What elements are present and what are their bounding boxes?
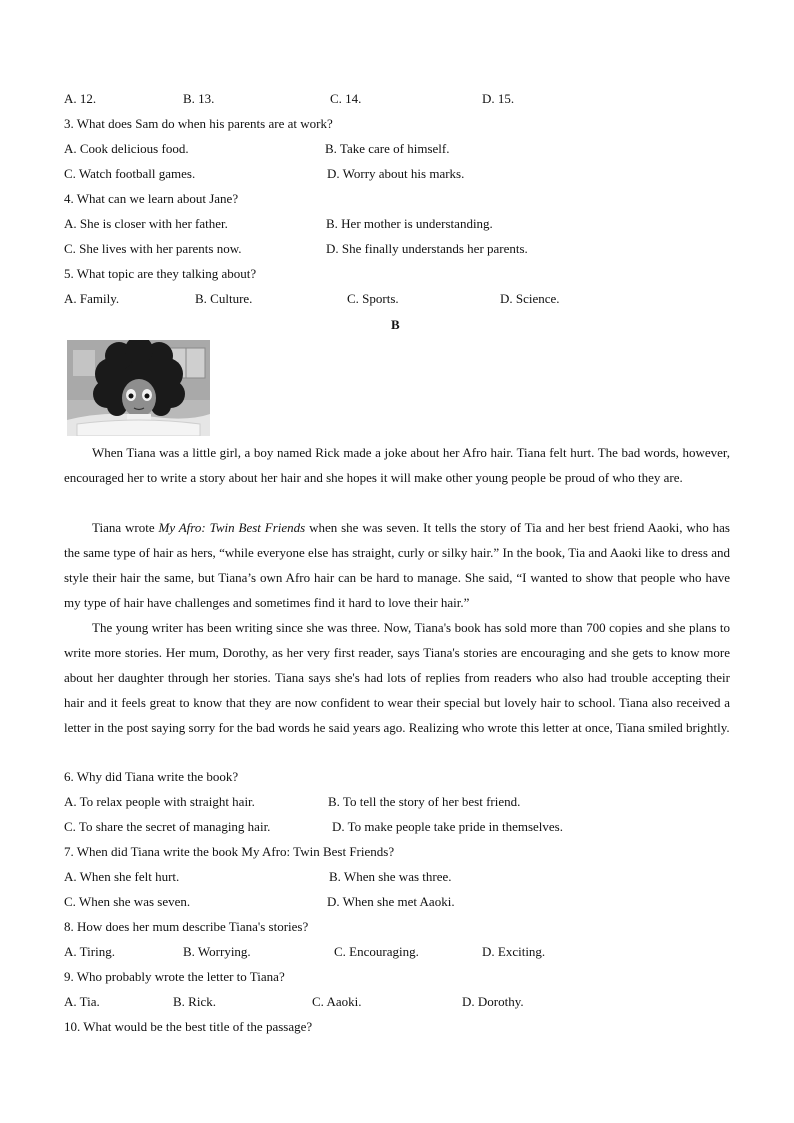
passage-paragraph-3: The young writer has been writing since she was three. Now, Tiana's book has sold more than 700 copies and she plans to write more stories. Her mum, Dorothy, as her very first reader, says Tiana's stories are encouraging and she gets to know more about her daughter through her stories. Tiana says she's had lots of replies from readers who also had trouble accepting their hair and it feels great to know that they are now confident to wear their special but lovely hair to school. Tiana also received a letter in the post saying sorry for the bad words he said years ago. Realizing who wrote this letter at once, Tiana smiled brightly. <box>64 620 730 735</box>
q6-question: 6. Why did Tiana write the book? <box>64 769 239 784</box>
passage-paragraph-1: When Tiana was a little girl, a boy named Rick made a joke about her Afro hair. Tiana felt hurt. The bad words, however, encouraged her to write a story about her hair and she hopes it will make other young people be proud of who they are. <box>64 445 730 485</box>
q7-option-a: A. When she felt hurt. <box>64 869 180 884</box>
q3-option-a: A. Cook delicious food. <box>64 141 189 156</box>
q4-option-a: A. She is closer with her father. <box>64 216 228 231</box>
q5-question: 5. What topic are they talking about? <box>64 266 257 281</box>
q8-option-c: C. Encouraging. <box>334 944 419 959</box>
paragraph-2-rest: when she was seven. It tells the story of Tia and her best friend Aaoki, who has the same type of hair as hers, “while everyone else has straight, curly or silky hair.” In the book, Tia and Aaoki like to dress and style their hair the same, but Tiana’s own Afro hair can be hard to manage. She said, “I wanted to show that people who have my type of hair have challenges and sometimes find it hard to love their hair.” <box>64 520 730 610</box>
q10-question: 10. What would be the best title of the passage? <box>64 1019 313 1034</box>
q6-option-b: B. To tell the story of her best friend. <box>328 794 521 809</box>
q3-question: 3. What does Sam do when his parents are at work? <box>64 116 333 131</box>
q8-option-a: A. Tiring. <box>64 944 115 959</box>
q2-option-d: D. 15. <box>482 91 515 106</box>
q4-option-b: B. Her mother is understanding. <box>326 216 493 231</box>
q5-option-c: C. Sports. <box>347 291 399 306</box>
q9-option-c: C. Aaoki. <box>312 994 362 1009</box>
q7-option-d: D. When she met Aaoki. <box>327 894 455 909</box>
q8-option-b: B. Worrying. <box>183 944 251 959</box>
q6-option-a: A. To relax people with straight hair. <box>64 794 255 809</box>
q5-option-a: A. Family. <box>64 291 120 306</box>
q4-question: 4. What can we learn about Jane? <box>64 191 239 206</box>
q5-option-b: B. Culture. <box>195 291 253 306</box>
illustration-girl-afro-hair <box>67 340 210 436</box>
q9-option-b: B. Rick. <box>173 994 216 1009</box>
q4-option-c: C. She lives with her parents now. <box>64 241 242 256</box>
q9-option-d: D. Dorothy. <box>462 994 524 1009</box>
q2-option-c: C. 14. <box>330 91 362 106</box>
q8-question: 8. How does her mum describe Tiana's stories? <box>64 919 309 934</box>
paragraph-2-start: Tiana wrote <box>92 520 159 535</box>
q2-option-b: B. 13. <box>183 91 215 106</box>
q7-question: 7. When did Tiana write the book My Afro: Twin Best Friends? <box>64 844 395 859</box>
section-heading: B <box>391 317 400 332</box>
q7-option-b: B. When she was three. <box>329 869 452 884</box>
q9-question: 9. Who probably wrote the letter to Tiana? <box>64 969 285 984</box>
q9-option-a: A. Tia. <box>64 994 100 1009</box>
q6-option-d: D. To make people take pride in themselves. <box>332 819 563 834</box>
q5-option-d: D. Science. <box>500 291 560 306</box>
q3-option-d: D. Worry about his marks. <box>327 166 465 181</box>
q2-option-a: A. 12. <box>64 91 97 106</box>
q8-option-d: D. Exciting. <box>482 944 546 959</box>
q6-option-c: C. To share the secret of managing hair. <box>64 819 271 834</box>
q3-option-b: B. Take care of himself. <box>325 141 450 156</box>
q3-option-c: C. Watch football games. <box>64 166 196 181</box>
q7-option-c: C. When she was seven. <box>64 894 191 909</box>
book-title: My Afro: Twin Best Friends <box>158 520 306 535</box>
passage-paragraph-2 <box>64 515 730 615</box>
q4-option-d: D. She finally understands her parents. <box>326 241 528 256</box>
